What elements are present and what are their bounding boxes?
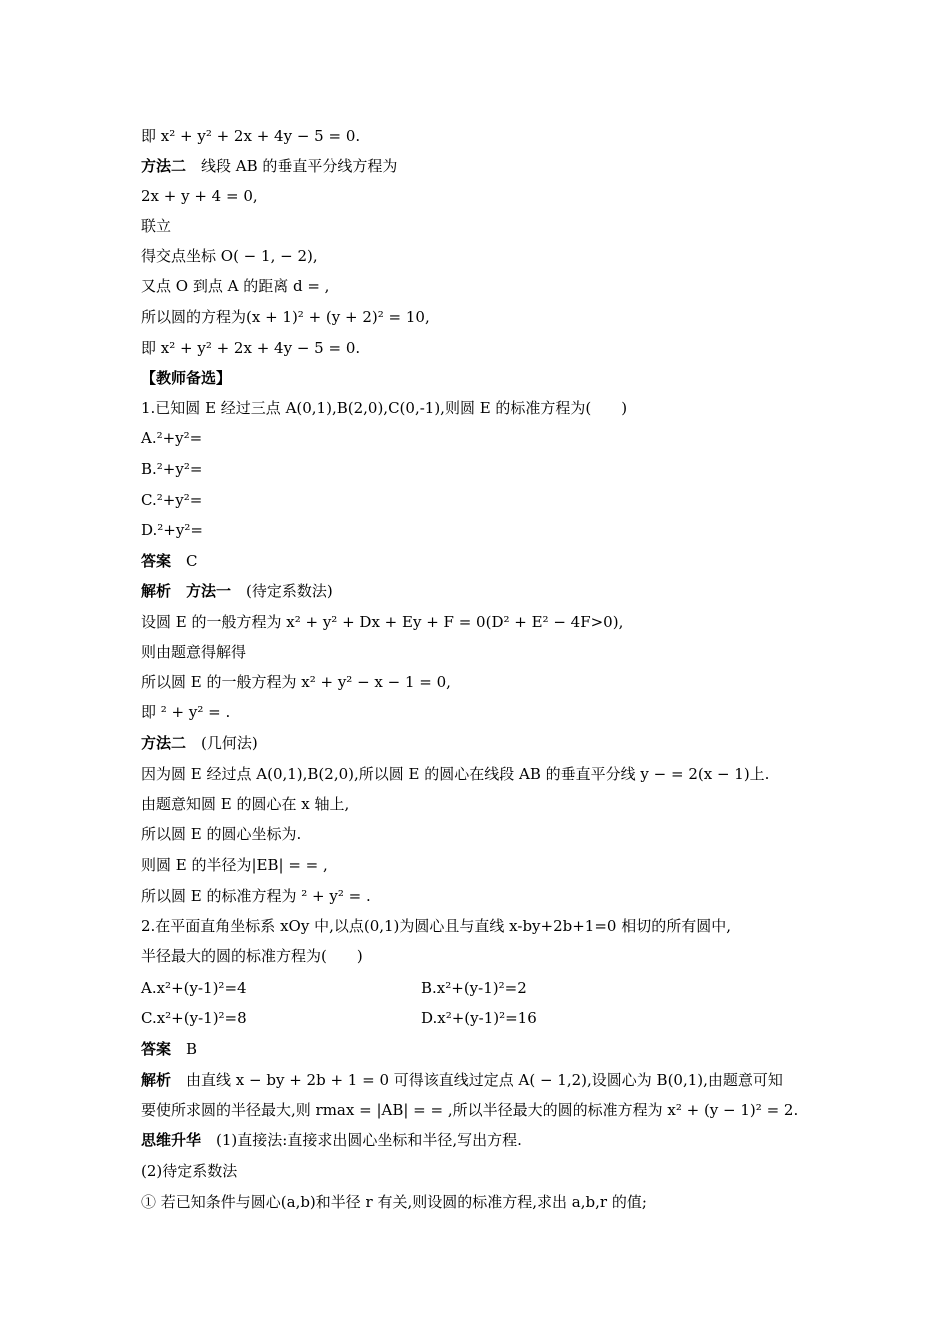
option-c: C.x²+(y-1)²=8 [141, 1009, 247, 1027]
text-line: 得交点坐标 O( − 1, − 2), [141, 247, 318, 265]
text-line: 因为圆 E 经过点 A(0,1),B(2,0),所以圆 E 的圆心在线段 AB 的垂直平分线 y − = 2(x − 1)上. [141, 765, 770, 783]
question-line: 2.在平面直角坐标系 xOy 中,以点(0,1)为圆心且与直线 x-by+2b+1=0 相切的所有圆中, [141, 917, 731, 935]
text-line: 又点 O 到点 A 的距离 d = , [141, 277, 330, 295]
text-line: 要使所求圆的半径最大,则 rmax = |AB| = = ,所以半径最大的圆的标准方程为 x² + (y − 1)² = 2. [141, 1101, 799, 1119]
text-line: 联立 [141, 217, 172, 235]
option-b: B.²+y²= [141, 460, 203, 478]
text-line: 则圆 E 的半径为|EB| = = , [141, 856, 328, 874]
text-line: 即 x² + y² + 2x + 4y − 5 = 0. [141, 127, 361, 145]
text-line: 即 x² + y² + 2x + 4y − 5 = 0. [141, 339, 361, 357]
options-row [141, 974, 527, 1002]
option-a: A.²+y²= [141, 429, 203, 447]
text-line: 所以圆的方程为(x + 1)² + (y + 2)² = 10, [141, 308, 430, 326]
analysis-line: 解析 由直线 x − by + 2b + 1 = 0 可得该直线过定点 A( − 1,2),设圆心为 B(0,1),由题意可知 [141, 1071, 783, 1089]
text-line: ① 若已知条件与圆心(a,b)和半径 r 有关,则设圆的标准方程,求出 a,b,r 的值; [141, 1193, 647, 1211]
text-line: 所以圆 E 的标准方程为 ² + y² = . [141, 887, 371, 905]
option-b: B.x²+(y-1)²=2 [421, 979, 527, 997]
text-line: 设圆 E 的一般方程为 x² + y² + Dx + Ey + F = 0(D² + E² − 4F>0), [141, 613, 624, 631]
text-line: 由题意知圆 E 的圆心在 x 轴上, [141, 795, 350, 813]
option-d: D.x²+(y-1)²=16 [421, 1009, 537, 1027]
answer-line: 答案 B [141, 1040, 198, 1058]
text-line: 即 ² + y² = . [141, 703, 231, 721]
section-label: 方法二 [141, 157, 187, 175]
question-line: 半径最大的圆的标准方程为( ) [141, 947, 363, 965]
options-row [141, 1004, 537, 1032]
text-line: 所以圆 E 的一般方程为 x² + y² − x − 1 = 0, [141, 673, 451, 691]
summary-line: 思维升华 (1)直接法:直接求出圆心坐标和半径,写出方程. [141, 1131, 522, 1149]
answer-line: 答案 C [141, 552, 198, 570]
analysis-line: 解析 方法一 (待定系数法) [141, 582, 333, 600]
option-d: D.²+y²= [141, 521, 203, 539]
text-line: 所以圆 E 的圆心坐标为. [141, 825, 302, 843]
text-line: 则由题意得解得 [141, 643, 247, 661]
text-line: 2x + y + 4 = 0, [141, 187, 258, 205]
option-c: C.²+y²= [141, 491, 203, 509]
text-line: (2)待定系数法 [141, 1162, 238, 1180]
option-a: A.x²+(y-1)²=4 [141, 979, 247, 997]
text-line: 方法二 线段 AB 的垂直平分线方程为 [141, 157, 398, 175]
text-line: 方法二 (几何法) [141, 734, 258, 752]
section-heading: 【教师备选】 [141, 369, 232, 387]
question-line: 1.已知圆 E 经过三点 A(0,1),B(2,0),C(0,-1),则圆 E 的标准方程为( ) [141, 399, 628, 417]
